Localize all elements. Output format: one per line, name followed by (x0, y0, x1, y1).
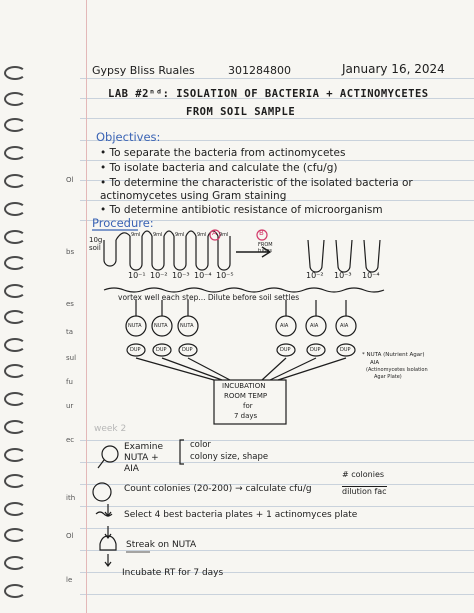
incubate-step: Incubate RT for 7 days (122, 568, 224, 578)
media-legend: (Actinomycetes Isolation (366, 367, 428, 373)
margin-tab-text: le (66, 576, 73, 584)
week-2-heading: week 2 (94, 424, 127, 434)
margin-tab-text: bs (66, 248, 75, 256)
student-name: Gypsy Bliss Ruales (92, 64, 195, 77)
duplicate-label: DUP (310, 347, 321, 353)
vortex-note: vortex well each step... Dilute before soil settles (118, 293, 300, 302)
duplicate-label: DUP (182, 347, 193, 353)
formula-numerator: # colonies (342, 470, 385, 479)
duplicate-label: DUP (280, 347, 291, 353)
dilution-label: 10⁻³ (172, 271, 190, 280)
lab-title: LAB #2ⁿᵈ: ISOLATION OF BACTERIA + ACTINOMYCETES (108, 88, 429, 100)
dilution-label: 10⁻¹ (128, 271, 146, 280)
incubation-box-text: for (243, 402, 253, 410)
tube-volume-label: 9ml (131, 232, 141, 238)
entry-date: January 16, 2024 (342, 62, 445, 76)
tube-volume-label: 9ml (197, 232, 207, 238)
examine-colony: colony size, shape (190, 452, 269, 462)
margin-tab-text: ta (66, 328, 74, 336)
incubation-box-text: 7 days (234, 412, 258, 420)
circle-a-label: A (212, 229, 217, 237)
lab-subtitle: FROM SOIL SAMPLE (186, 106, 296, 118)
plate-label: AIA (310, 323, 319, 329)
incubation-box-text: ROOM TEMP (224, 392, 268, 400)
count-step: Count colonies (20-200) → calculate cfu/g (124, 484, 312, 494)
examine-step: Examine NUTA + AIA (124, 442, 164, 474)
tube-volume-label: 9ml (153, 232, 163, 238)
margin-tab-text: Ol (66, 532, 74, 540)
objective-item: • To determine antibiotic resistance of microorganism (100, 204, 383, 216)
objective-item: • To determine the characteristic of the isolated bacteria or (100, 177, 413, 189)
margin-tab-text: Ol (66, 176, 74, 184)
margin-tab-text: es (66, 300, 74, 308)
procedure-heading: Procedure: (92, 216, 154, 230)
plate-label: AIA (280, 323, 289, 329)
media-legend: * NUTA (Nutrient Agar) (362, 352, 425, 358)
dilution-label: 10⁻³ (334, 271, 352, 280)
duplicate-label: DUP (156, 347, 167, 353)
margin-line (86, 0, 87, 613)
media-legend: AIA (370, 360, 380, 366)
duplicate-label: DUP (130, 347, 141, 353)
dilution-label: 10⁻² (306, 271, 324, 280)
streak-step: Streak on NUTA (126, 540, 197, 550)
objectives-heading: Objectives: (96, 130, 161, 144)
incubation-box-label: INCUBATION (222, 382, 266, 390)
dilution-label: 10⁻² (150, 271, 168, 280)
objective-item: • To isolate bacteria and calculate the (cfu/g) (100, 162, 338, 174)
margin-tab-text: ec (66, 436, 75, 444)
plate-label: NUTA (154, 323, 168, 329)
formula-denominator: dilution fac (342, 487, 387, 496)
margin-tab-text: ith (66, 494, 76, 502)
dilution-label: 10⁻⁴ (362, 271, 380, 280)
examine-color: color (190, 440, 211, 450)
margin-tab-text: sul (66, 354, 77, 362)
tube-volume-label: 9ml (219, 232, 229, 238)
from-tubes-label: FROM tubes (258, 242, 273, 254)
media-legend: Agar Plate) (374, 374, 402, 380)
objective-item: • To separate the bacteria from actinomycetes (100, 147, 346, 159)
margin-tab-text: fu (66, 378, 73, 386)
plate-label: NUTA (128, 323, 142, 329)
plate-label: AIA (340, 323, 349, 329)
margin-tab-text: ur (66, 402, 74, 410)
student-id: 301284800 (228, 64, 291, 77)
soil-label: 10g soil (89, 236, 103, 252)
tube-volume-label: 9ml (175, 232, 185, 238)
dilution-label: 10⁻⁴ (194, 271, 212, 280)
duplicate-label: DUP (340, 347, 351, 353)
circle-b-label: B (259, 229, 264, 237)
dilution-label: 10⁻⁵ (216, 271, 234, 280)
objective-item: actinomycetes using Gram staining (100, 190, 287, 202)
select-step: Select 4 best bacteria plates + 1 actinomyces plate (124, 510, 358, 520)
plate-label: NUTA (180, 323, 194, 329)
